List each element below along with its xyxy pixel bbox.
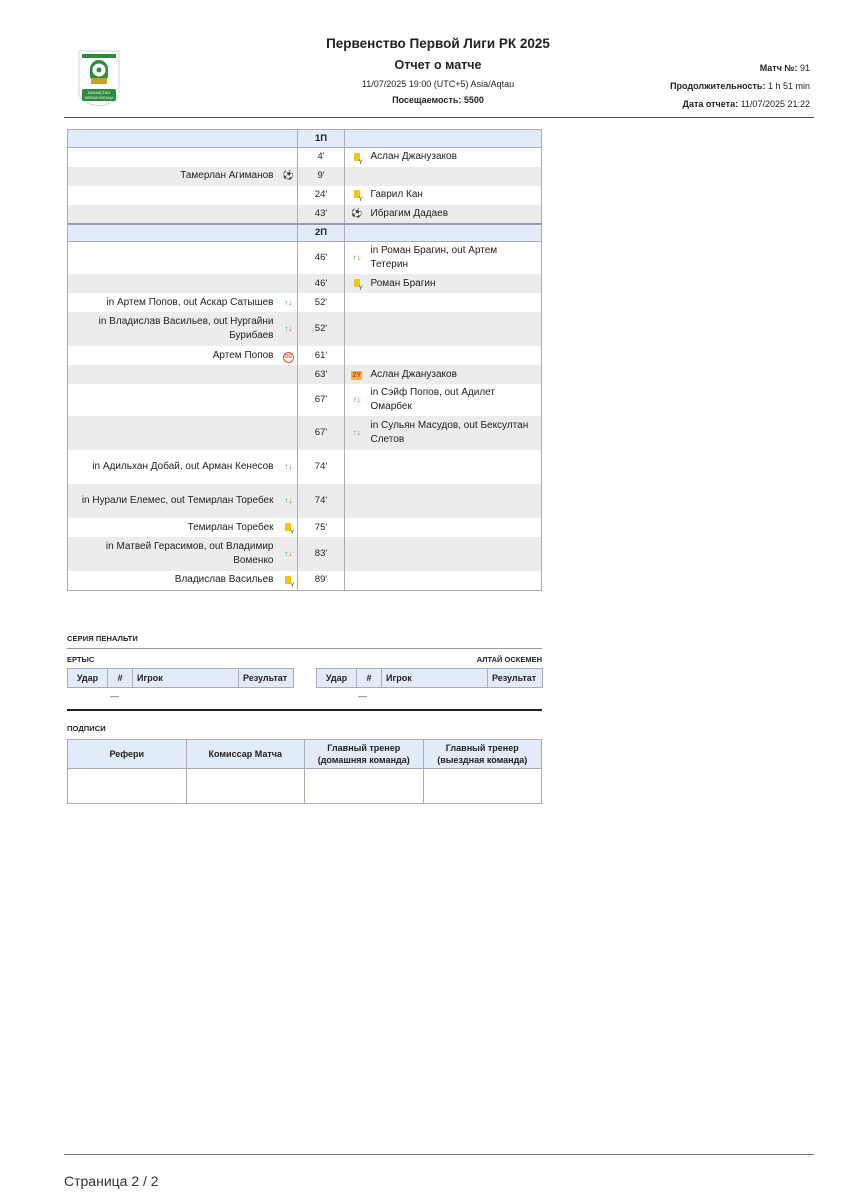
event-row: [68, 537, 542, 571]
event-row: [68, 365, 542, 384]
report-date: [670, 98, 810, 110]
away-event-text: [369, 450, 542, 484]
footer-divider: [64, 1154, 814, 1155]
away-penalties-header: [317, 669, 543, 688]
home-penalties-header: [68, 669, 294, 688]
event-row: [68, 346, 542, 365]
signatures-header: [68, 740, 542, 769]
attendance-value: 5500: [463, 95, 484, 105]
away-event-text: [369, 293, 542, 312]
event-row: [68, 384, 542, 416]
period-row-first: [68, 130, 542, 148]
event-row: [68, 205, 542, 224]
home-event-text: [68, 274, 280, 293]
col-result: Результат: [488, 669, 543, 688]
event-minute: 46': [298, 242, 345, 275]
yellow-card-icon: [354, 278, 360, 289]
yellow-card-icon: [354, 189, 360, 200]
home-event-text: in Матвей Герасимов, out Владимир Воменко: [68, 537, 280, 571]
match-datetime: 11/07/2025 19:00 (UTC+5) Asia/Aqtau: [361, 79, 515, 89]
event-row: [68, 416, 542, 450]
logo-text-2: БІРІНШІ ЛИГАСЫ: [85, 96, 113, 100]
event-minute: 74': [298, 484, 345, 518]
col-kick: Удар: [317, 669, 357, 688]
home-event-text: Темирлан Торебек: [187, 521, 274, 533]
away-event-text: [369, 484, 542, 518]
sig-commissioner-box: [186, 769, 305, 804]
substitution-icon: ↑↓: [284, 324, 293, 333]
away-event-text: in Роман Брагин, out Артем Тетерин: [370, 245, 498, 270]
penalties-title: СЕРИЯ ПЕНАЛЬТИ: [67, 634, 138, 643]
match-meta: [670, 62, 810, 116]
home-event-text: [68, 416, 280, 450]
home-event-text: in Артем Попов, out Аскар Сатышев: [106, 296, 274, 308]
event-minute: 9': [298, 167, 345, 186]
substitution-icon: ↑↓: [284, 297, 293, 307]
substitution-icon: ↑↓: [284, 549, 293, 558]
away-event-text: Гаврил Кан: [370, 189, 423, 200]
away-event-text: [369, 537, 542, 571]
away-event-text: Аслан Джанузаков: [370, 151, 457, 163]
event-row: [68, 450, 542, 484]
match-duration: [670, 80, 810, 92]
signatures-title: ПОДПИСИ: [67, 724, 106, 733]
away-penalties-empty: —: [358, 691, 367, 701]
home-event-text: [68, 205, 280, 224]
sig-commissioner: Комиссар Матча: [186, 740, 305, 769]
home-event-text: in Нурали Елемес, out Темирлан Торебек: [68, 484, 280, 518]
event-minute: 63': [298, 365, 345, 384]
sig-home-coach-box: [305, 769, 424, 804]
signatures-body: [68, 769, 542, 804]
home-event-text: [68, 365, 280, 384]
penalties-divider: [67, 648, 542, 649]
substitution-icon: ↑↓: [284, 462, 293, 471]
league-logo: [76, 49, 122, 107]
away-event-text: Роман Брагин: [369, 274, 542, 293]
league-title: Первенство Первой Лиги РК 2025: [326, 36, 550, 51]
event-minute: 52': [298, 312, 345, 346]
home-team-name: ЕРТЫС: [67, 655, 95, 664]
event-minute: 67': [298, 416, 345, 450]
period-second-label: 2П: [298, 224, 345, 242]
home-event-text: Владислав Васильев: [174, 574, 274, 586]
match-number-label: Матч №:: [759, 63, 798, 73]
away-event-text: in Сульян Масудов, out Бексултан Слетов: [369, 416, 542, 450]
match-number: [670, 62, 810, 74]
header-divider: [64, 117, 814, 118]
col-result: Результат: [239, 669, 294, 688]
col-number: #: [108, 669, 133, 688]
event-row: [68, 148, 542, 167]
goal-icon: ⚽: [282, 170, 294, 180]
col-player: Игрок: [133, 669, 239, 688]
sig-away-coach: Главный тренер (выездная команда): [423, 740, 542, 769]
match-number-value: 91: [799, 63, 810, 73]
away-event-text: [369, 346, 542, 365]
home-penalties-empty: —: [110, 691, 119, 701]
away-event-text: [369, 571, 542, 590]
attendance: [250, 94, 626, 106]
col-kick: Удар: [68, 669, 108, 688]
yellow-card-icon: [285, 574, 291, 585]
period-row-second: [68, 224, 542, 242]
home-event-text: [68, 384, 280, 416]
period-first-label: 1П: [298, 130, 345, 148]
away-penalties-table: [316, 668, 543, 688]
sig-away-coach-box: [423, 769, 542, 804]
event-minute: 74': [298, 450, 345, 484]
away-event-text: [369, 167, 542, 186]
substitution-icon: ↑↓: [352, 395, 361, 404]
penalties-bottom-divider: [67, 709, 542, 711]
event-row: [68, 167, 542, 186]
event-row: [68, 186, 542, 205]
away-event-text: Аслан Джанузаков: [369, 365, 542, 384]
event-minute: 67': [298, 384, 345, 416]
signatures-table: [67, 739, 542, 804]
away-event-text: in Сэйф Попов, out Адилет Омарбек: [370, 387, 495, 412]
duration-value: 1 h 51 min: [767, 81, 810, 91]
home-event-text: Тамерлан Агиманов: [68, 167, 280, 186]
away-event-text: [369, 312, 542, 346]
events-table: [67, 129, 542, 591]
home-event-text: [68, 148, 280, 167]
event-minute: 89': [298, 571, 345, 590]
duration-label: Продолжительность:: [670, 81, 766, 91]
sig-referee: Рефери: [68, 740, 187, 769]
report-date-value: 11/07/2025 21:22: [740, 99, 810, 109]
event-minute: 46': [298, 274, 345, 293]
event-minute: 43': [298, 205, 345, 224]
report-title: Отчет о матче: [394, 58, 482, 72]
report-header: [250, 35, 626, 106]
event-row: [68, 518, 542, 537]
page-number: Страница 2 / 2: [64, 1173, 159, 1189]
penalty-goal-icon: ⚽: [351, 207, 363, 218]
sig-referee-box: [68, 769, 187, 804]
home-event-text: Артем Попов: [212, 349, 274, 361]
event-row: [68, 484, 542, 518]
away-event-text: [369, 518, 542, 537]
sig-home-coach: Главный тренер (домашняя команда): [305, 740, 424, 769]
substitution-icon: ↑↓: [284, 496, 293, 505]
report-date-label: Дата отчета:: [682, 99, 739, 109]
home-event-text: in Адильхан Добай, out Арман Кенесов: [92, 461, 274, 472]
own-goal-icon: OG: [283, 350, 294, 361]
home-event-text: [68, 242, 280, 275]
event-row: [68, 293, 542, 312]
yellow-card-icon: [285, 522, 291, 533]
event-row: [68, 274, 542, 293]
home-event-text: [68, 186, 280, 205]
home-penalties-table: [67, 668, 294, 688]
event-minute: 75': [298, 518, 345, 537]
logo-text-1: ҚАЗАҚСТАН: [87, 91, 111, 95]
substitution-icon: ↑↓: [352, 428, 361, 437]
home-event-text: in Владислав Васильев, out Нургайни Бурибаев: [68, 312, 280, 346]
event-minute: 4': [298, 148, 345, 167]
substitution-icon: ↑↓: [352, 253, 361, 262]
event-row: [68, 312, 542, 346]
away-event-text: Ибрагим Дадаев: [369, 205, 542, 224]
event-minute: 52': [298, 293, 345, 312]
col-player: Игрок: [382, 669, 488, 688]
attendance-label: Посещаемость:: [392, 95, 462, 105]
event-row: [68, 242, 542, 275]
second-yellow-card-icon: 2Y: [352, 371, 362, 379]
col-number: #: [357, 669, 382, 688]
away-team-name: АЛТАЙ ОСКЕМЕН: [476, 655, 542, 664]
event-minute: 83': [298, 537, 345, 571]
yellow-card-icon: [354, 151, 360, 162]
event-minute: 24': [298, 186, 345, 205]
event-row: [68, 571, 542, 590]
event-minute: 61': [298, 346, 345, 365]
